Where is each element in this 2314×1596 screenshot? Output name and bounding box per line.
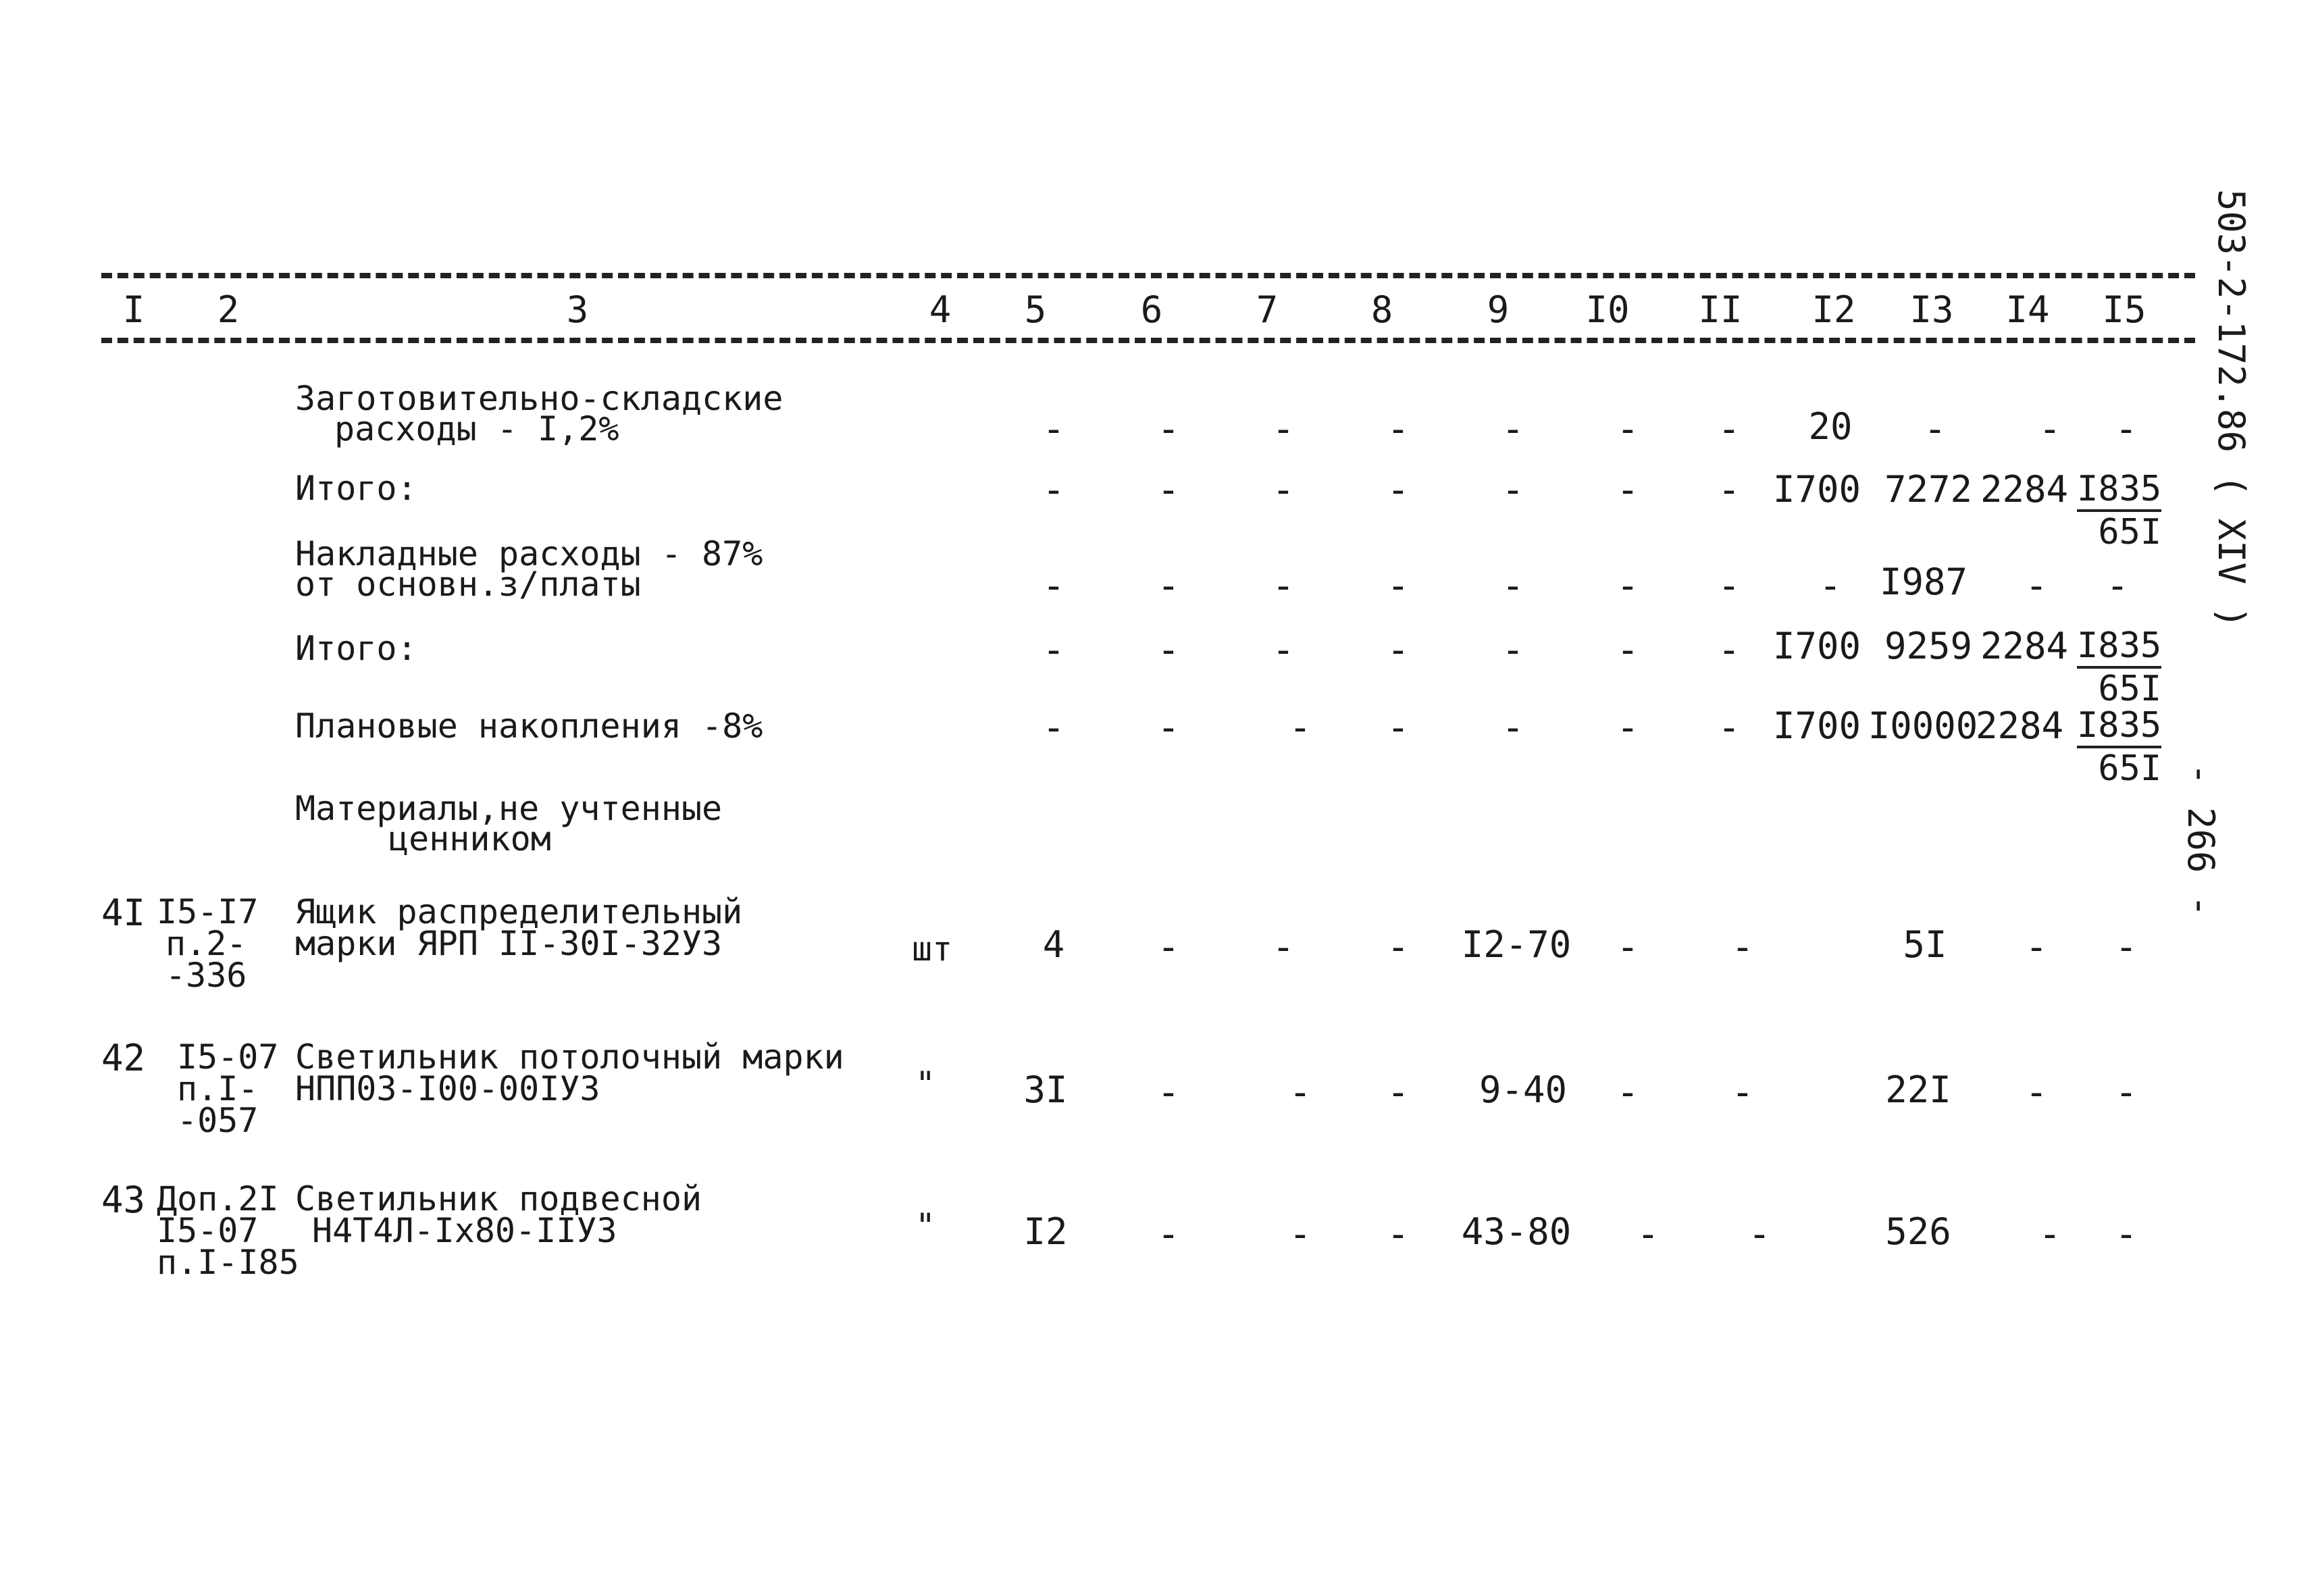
cell-col5: - [1042,407,1065,451]
cell-col7: - [1289,1212,1312,1256]
cell-col11: - [1731,925,1754,969]
price-code: Доп.2I [157,1179,279,1218]
cell-col5: - [1042,706,1065,750]
cell-col8: - [1387,468,1410,512]
cell-col8: - [1387,564,1410,608]
col-header-3: 3 [566,288,589,331]
cell-col11: - [1718,564,1741,608]
col-header-11: II [1698,288,1743,331]
cell-col15-fraction [2077,705,2162,789]
total-cost: 5I [1903,923,1947,966]
cell-col13: 9259 [1884,625,1973,667]
cell-col14: - [2038,407,2061,451]
cell-col7: - [1289,706,1312,750]
price-code: -057 [177,1101,259,1140]
cell-col8: - [1387,706,1410,750]
unit: " [915,1206,936,1245]
cell-col10: - [1616,706,1639,750]
cell-col12: 20 [1808,405,1853,448]
unit: " [915,1064,936,1104]
row-description: ценником [388,819,551,858]
row-description: от основн.з/платы [295,565,641,604]
cell-col6: - [1157,1212,1180,1256]
col-header-14: I4 [2005,288,2050,331]
cell-col8: - [1387,1071,1410,1114]
cell-col11: - [1718,706,1741,750]
price-code: п.I-I85 [157,1243,299,1282]
cell-col15: - [2115,925,2138,969]
cell-col15: - [2106,564,2129,608]
price-code: п.I- [177,1069,259,1108]
cell-col12: - [1819,564,1842,608]
cell-col9: - [1501,628,1524,672]
col-header-7: 7 [1256,288,1279,331]
cell-col10: - [1616,628,1639,672]
cell-col15: - [2115,1071,2138,1114]
total-cost: 22I [1885,1069,1951,1111]
cell-col15: - [2115,1212,2138,1256]
price-code: -336 [165,956,247,995]
row-description: расходы - I,2% [334,409,619,448]
cell-col14: - [2038,1212,2061,1256]
unit-price: 9-40 [1479,1069,1568,1111]
row-description: Материалы,не учтенные [295,789,723,828]
unit: шт [912,929,953,969]
cell-col5: - [1042,564,1065,608]
cell-col9: - [1501,468,1524,512]
cell-col10: - [1616,407,1639,451]
col-header-5: 5 [1024,288,1047,331]
col-header-10: I0 [1585,288,1630,331]
cell-col9: - [1501,407,1524,451]
cell-col5: - [1042,628,1065,672]
position-number: 4I [101,892,146,934]
row-description: Итого: [295,469,417,508]
cell-col14: 2284 [1980,625,2069,667]
cell-col13: I0000 [1868,704,1978,747]
cell-col5: - [1042,468,1065,512]
cell-col11: - [1731,1071,1754,1114]
cell-col12: I700 [1772,704,1861,747]
cell-col10: - [1637,1212,1660,1256]
cell-col8: - [1387,1212,1410,1256]
cell-col6: - [1157,468,1180,512]
fraction-numerator: I835 [2077,628,2161,669]
cell-col6: - [1157,407,1180,451]
document-code: 503-2-172.86 ( XIV ) [2210,189,2253,629]
cell-col14: - [2025,564,2048,608]
cell-col7: - [1272,468,1295,512]
cell-col10: - [1616,925,1639,969]
cell-col7: - [1272,925,1295,969]
cell-col11: - [1748,1212,1771,1256]
cell-col7: - [1272,407,1295,451]
cell-col6: - [1157,706,1180,750]
cell-col13: 7272 [1884,468,1973,511]
cell-col8: - [1387,628,1410,672]
cell-col11: - [1718,628,1741,672]
cell-col7: - [1272,628,1295,672]
cell-col7: - [1289,1071,1312,1114]
cell-col15-fraction [2077,625,2162,709]
row-description: Светильник потолочный марки [295,1037,844,1077]
cell-col14: 2284 [1975,704,2064,747]
cell-col8: - [1387,407,1410,451]
fraction-numerator: I835 [2077,708,2161,748]
cell-col7: - [1272,564,1295,608]
price-code: I5-07 [177,1037,279,1077]
row-description: Заготовительно-складские [295,379,783,418]
cell-col6: - [1157,1071,1180,1114]
cell-col11: - [1718,407,1741,451]
price-code: п.2- [165,924,247,963]
cell-col6: - [1157,564,1180,608]
row-description: Плановые накопления -8% [295,706,763,746]
row-description: Н4Т4Л-Iх80-IIУ3 [312,1211,617,1250]
col-header-4: 4 [929,288,952,331]
header-rule-bottom [101,338,2195,343]
quantity: I2 [1023,1210,1068,1253]
row-description: марки ЯРП II-30I-32У3 [295,924,723,963]
col-header-13: I3 [1909,288,1954,331]
header-rule-top [101,273,2195,278]
quantity: 3I [1023,1069,1068,1111]
position-number: 43 [101,1179,146,1221]
col-header-9: 9 [1487,288,1510,331]
col-header-12: I2 [1811,288,1856,331]
col-header-6: 6 [1140,288,1163,331]
fraction-denominator: 65I [2098,512,2162,552]
cell-col15: - [2115,407,2138,451]
row-description: Светильник подвесной [295,1179,702,1218]
total-cost: 526 [1885,1210,1951,1253]
page-number: - 266 - [2180,763,2222,917]
row-description: Накладные расходы - 87% [295,534,763,573]
cell-col11: - [1718,468,1741,512]
cell-col14: - [2025,1071,2048,1114]
cell-col9: - [1501,706,1524,750]
col-header-8: 8 [1370,288,1393,331]
col-header-15: I5 [2102,288,2146,331]
row-description: Ящик распределительный [295,892,743,931]
cell-col10: - [1616,468,1639,512]
col-header-2: 2 [217,288,240,331]
fraction-denominator: 65I [2098,748,2162,789]
cell-col13: - [1924,407,1947,451]
cell-col13: I987 [1879,561,1968,603]
cell-col12: I700 [1772,468,1861,511]
quantity: 4 [1042,923,1065,966]
cell-col15-fraction [2077,471,2161,550]
position-number: 42 [101,1037,146,1079]
row-description: Итого: [295,629,417,668]
cell-col12: I700 [1772,625,1861,667]
cell-col8: - [1387,925,1410,969]
fraction-denominator: 65I [2098,669,2162,709]
price-code: I5-I7 [157,892,259,931]
cell-col9: - [1501,564,1524,608]
price-code: I5-07 [157,1211,259,1250]
cell-col10: - [1616,564,1639,608]
cell-col14: 2284 [1980,468,2069,511]
col-header-1: I [122,288,145,331]
cell-col6: - [1157,628,1180,672]
row-description: НПП03-I00-00IУ3 [295,1069,600,1108]
unit-price: 43-80 [1461,1210,1572,1253]
fraction-numerator: I835 [2077,471,2161,512]
unit-price: I2-70 [1461,923,1572,966]
cell-col14: - [2025,925,2048,969]
cell-col10: - [1616,1071,1639,1114]
cell-col6: - [1157,925,1180,969]
